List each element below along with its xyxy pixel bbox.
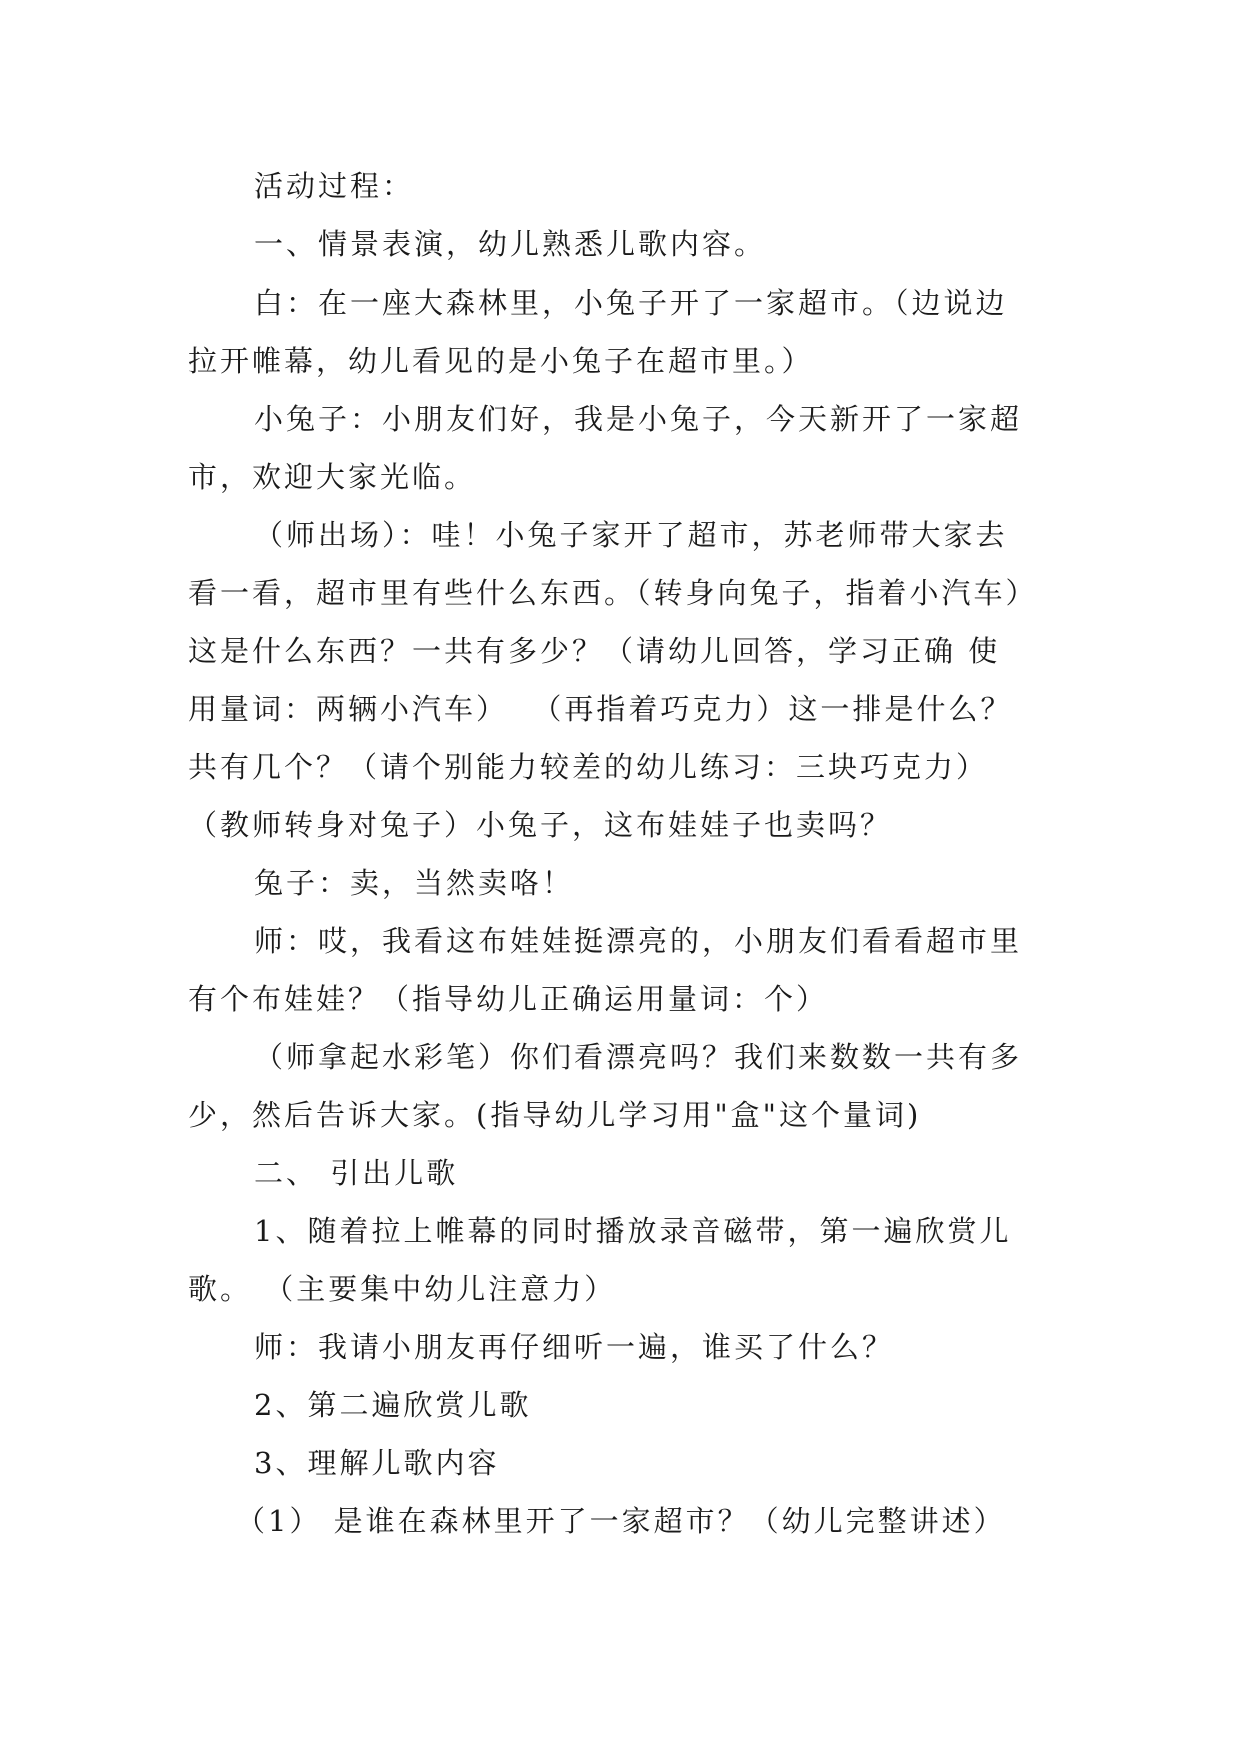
- paragraph-line: 这是什么东西？一共有多少？（请幼儿回答，学习正确 使: [188, 634, 1001, 668]
- paragraph-line: （师出场）：哇！小兔子家开了超市，苏老师带大家去: [254, 518, 1008, 552]
- paragraph-line: 拉开帷幕，幼儿看见的是小兔子在超市里。）: [188, 344, 814, 378]
- paragraph-line: 有个布娃娃？（指导幼儿正确运用量词：个）: [188, 982, 829, 1016]
- paragraph-line: 白：在一座大森林里，小兔子开了一家超市。（边说边: [254, 286, 1008, 320]
- paragraph-line: 少，然后告诉大家。(指导幼儿学习用"盒"这个量词): [188, 1098, 922, 1132]
- paragraph-line: 师：哎，我看这布娃娃挺漂亮的，小朋友们看看超市里: [254, 924, 1023, 958]
- paragraph-line: 共有几个？（请个别能力较差的幼儿练习：三块巧克力）: [188, 750, 989, 784]
- paragraph-line: 1、随着拉上帷幕的同时播放录音磁带，第一遍欣赏儿: [254, 1214, 1012, 1248]
- paragraph-line: 小兔子：小朋友们好，我是小兔子，今天新开了一家超: [254, 402, 1023, 436]
- paragraph-line: （1） 是谁在森林里开了一家超市？（幼儿完整讲述）: [236, 1504, 1006, 1538]
- paragraph-line: （师拿起水彩笔）你们看漂亮吗？我们来数数一共有多: [254, 1040, 1023, 1074]
- paragraph-line: 师：我请小朋友再仔细听一遍，谁买了什么？: [254, 1330, 895, 1364]
- paragraph-line: 市，欢迎大家光临。: [188, 460, 477, 494]
- paragraph-line: （教师转身对兔子）小兔子，这布娃娃子也卖吗？: [188, 808, 893, 842]
- heading-activity-process: 活动过程：: [254, 169, 415, 203]
- paragraph-line: 用量词：两辆小汽车） （再指着巧克力）这一排是什么？: [188, 692, 1013, 726]
- section-heading-1: 一、情景表演，幼儿熟悉儿歌内容。: [254, 227, 767, 261]
- section-heading-2: 二、 引出儿歌: [254, 1156, 459, 1190]
- paragraph-line: 歌。 （主要集中幼儿注意力）: [188, 1272, 617, 1306]
- paragraph-line: 看一看，超市里有些什么东西。（转身向兔子，指着小汽车）: [188, 576, 1038, 610]
- paragraph-line: 2、第二遍欣赏儿歌: [254, 1388, 532, 1422]
- paragraph-line: 兔子：卖，当然卖咯！: [254, 866, 575, 900]
- paragraph-line: 3、理解儿歌内容: [254, 1446, 500, 1480]
